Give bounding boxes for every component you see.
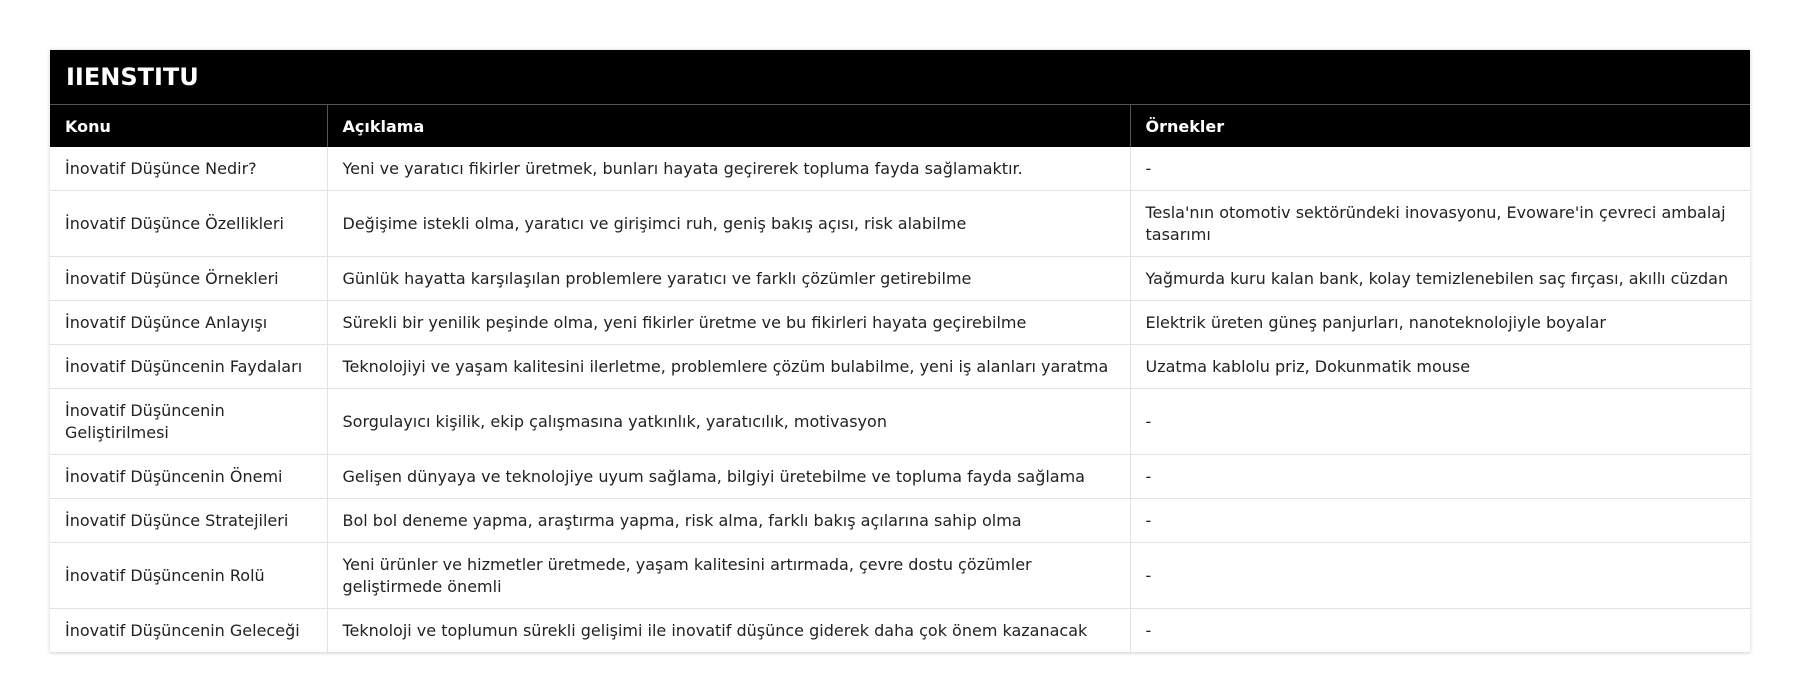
cell-aciklama: Sorgulayıcı kişilik, ekip çalışmasına yatkınlık, yaratıcılık, motivasyon <box>327 389 1130 455</box>
cell-ornekler: Elektrik üreten güneş panjurları, nanoteknolojiyle boyalar <box>1130 301 1750 345</box>
table-row <box>50 301 1750 345</box>
cell-konu: İnovatif Düşüncenin Faydaları <box>50 345 327 389</box>
cell-konu: İnovatif Düşüncenin Geliştirilmesi <box>50 389 327 455</box>
table-row <box>50 191 1750 257</box>
cell-konu: İnovatif Düşüncenin Önemi <box>50 455 327 499</box>
cell-ornekler: Tesla'nın otomotiv sektöründeki inovasyonu, Evoware'in çevreci ambalaj tasarımı <box>1130 191 1750 257</box>
cell-aciklama: Teknoloji ve toplumun sürekli gelişimi ile inovatif düşünce giderek daha çok önem kazanacak <box>327 609 1130 653</box>
table-row <box>50 609 1750 653</box>
header-konu: Konu <box>50 105 327 147</box>
cell-aciklama: Bol bol deneme yapma, araştırma yapma, risk alma, farklı bakış açılarına sahip olma <box>327 499 1130 543</box>
cell-konu: İnovatif Düşünce Nedir? <box>50 147 327 191</box>
cell-aciklama: Değişime istekli olma, yaratıcı ve girişimci ruh, geniş bakış açısı, risk alabilme <box>327 191 1130 257</box>
cell-ornekler: Yağmurda kuru kalan bank, kolay temizlenebilen saç fırçası, akıllı cüzdan <box>1130 257 1750 301</box>
data-table <box>50 105 1750 653</box>
header-aciklama: Açıklama <box>327 105 1130 147</box>
cell-aciklama: Günlük hayatta karşılaşılan problemlere yaratıcı ve farklı çözümler getirebilme <box>327 257 1130 301</box>
cell-konu: İnovatif Düşünce Örnekleri <box>50 257 327 301</box>
cell-konu: İnovatif Düşünce Özellikleri <box>50 191 327 257</box>
cell-ornekler: - <box>1130 609 1750 653</box>
cell-konu: İnovatif Düşünce Anlayışı <box>50 301 327 345</box>
table-row <box>50 499 1750 543</box>
table-row <box>50 257 1750 301</box>
cell-ornekler: - <box>1130 455 1750 499</box>
table-row <box>50 543 1750 609</box>
cell-ornekler: - <box>1130 147 1750 191</box>
cell-konu: İnovatif Düşünce Stratejileri <box>50 499 327 543</box>
table-row <box>50 389 1750 455</box>
table-row <box>50 455 1750 499</box>
cell-konu: İnovatif Düşüncenin Geleceği <box>50 609 327 653</box>
table-card <box>50 50 1750 653</box>
cell-aciklama: Sürekli bir yenilik peşinde olma, yeni fikirler üretme ve bu fikirleri hayata geçirebilme <box>327 301 1130 345</box>
table-title: IIENSTITU <box>50 50 1750 105</box>
table-row <box>50 345 1750 389</box>
header-row <box>50 105 1750 147</box>
cell-aciklama: Teknolojiyi ve yaşam kalitesini ilerletme, problemlere çözüm bulabilme, yeni iş alanları yaratma <box>327 345 1130 389</box>
cell-ornekler: Uzatma kablolu priz, Dokunmatik mouse <box>1130 345 1750 389</box>
cell-aciklama: Yeni ve yaratıcı fikirler üretmek, bunları hayata geçirerek topluma fayda sağlamaktır. <box>327 147 1130 191</box>
table-row <box>50 147 1750 191</box>
cell-ornekler: - <box>1130 499 1750 543</box>
cell-konu: İnovatif Düşüncenin Rolü <box>50 543 327 609</box>
cell-aciklama: Yeni ürünler ve hizmetler üretmede, yaşam kalitesini artırmada, çevre dostu çözümler geliştirmede önemli <box>327 543 1130 609</box>
cell-aciklama: Gelişen dünyaya ve teknolojiye uyum sağlama, bilgiyi üretebilme ve topluma fayda sağlama <box>327 455 1130 499</box>
cell-ornekler: - <box>1130 543 1750 609</box>
cell-ornekler: - <box>1130 389 1750 455</box>
header-ornekler: Örnekler <box>1130 105 1750 147</box>
